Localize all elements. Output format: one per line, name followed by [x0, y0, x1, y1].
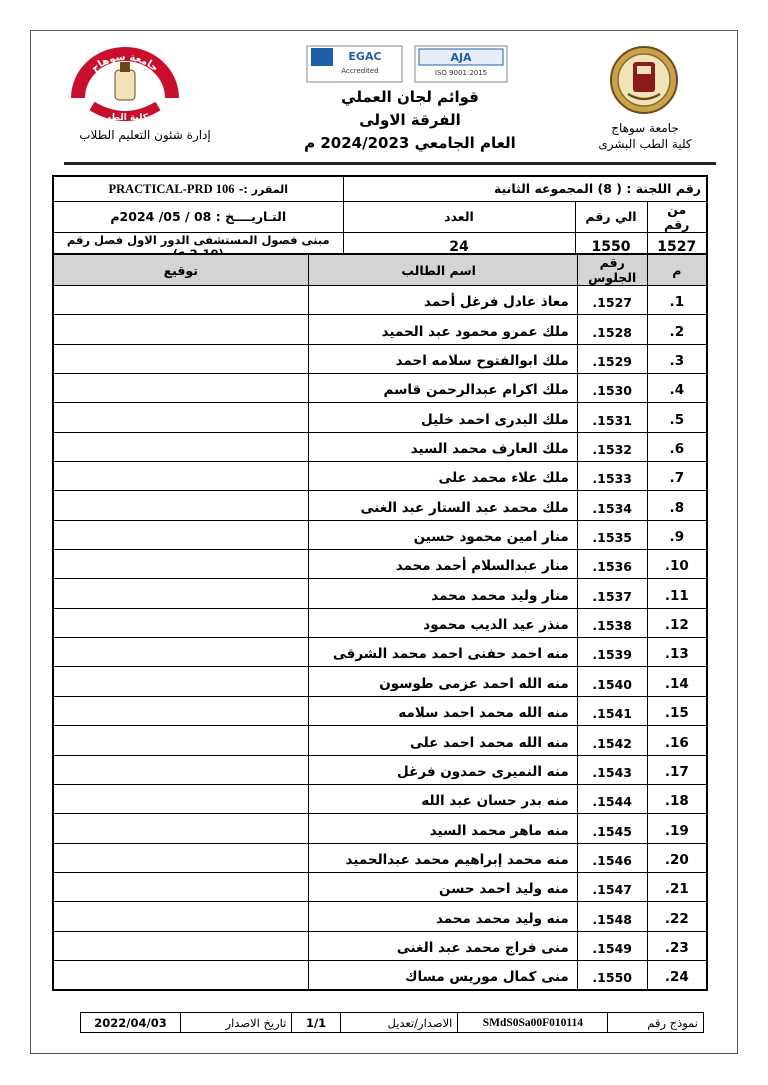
row-student-name: منه الله محمد احمد سلامه — [308, 696, 577, 725]
certification-badges — [305, 44, 510, 84]
row-index: 10. — [647, 550, 707, 579]
row-index: 18. — [647, 784, 707, 813]
row-seat-number: 1536. — [577, 550, 647, 579]
row-seat-number: 1530. — [577, 374, 647, 403]
table-row — [53, 608, 707, 637]
faculty-logo-icon — [70, 44, 180, 124]
row-student-name: منه احمد حفنى احمد محمد الشرقى — [308, 638, 577, 667]
row-student-name: منه ماهر محمد السيد — [308, 814, 577, 843]
to-value: 1550 — [575, 232, 647, 262]
row-seat-number: 1542. — [577, 726, 647, 755]
course-code: PRACTICAL-PRD 106 — [108, 181, 235, 196]
footer-row — [81, 1013, 704, 1033]
row-signature-field[interactable] — [53, 755, 308, 784]
title-line-3: العام الجامعي 2024/2023 م — [304, 134, 516, 152]
row-index: 14. — [647, 667, 707, 696]
row-student-name: منه وليد محمد محمد — [308, 902, 577, 931]
row-student-name: منه بدر حسان عبد الله — [308, 784, 577, 813]
count-label: العدد — [343, 201, 575, 232]
row-signature-field[interactable] — [53, 960, 308, 989]
version-value: 1/1 — [292, 1013, 340, 1033]
table-row — [53, 374, 707, 403]
row-index: 6. — [647, 432, 707, 461]
faculty-name: كلية الطب البشرى — [598, 137, 692, 151]
badge-egac-sub: Accredited — [341, 67, 379, 75]
table-row — [53, 667, 707, 696]
row-seat-number: 1534. — [577, 491, 647, 520]
table-row — [53, 755, 707, 784]
title-line-2: الفرقة الاولى — [359, 111, 461, 129]
table-row — [53, 872, 707, 901]
row-signature-field[interactable] — [53, 432, 308, 461]
row-signature-field[interactable] — [53, 403, 308, 432]
table-row — [53, 843, 707, 872]
location: مبنى فصول المستشفى الدور الاول فصل رقم — [53, 232, 343, 262]
col-name-header: اسم الطالب — [308, 254, 577, 286]
row-signature-field[interactable] — [53, 315, 308, 344]
row-signature-field[interactable] — [53, 784, 308, 813]
row-signature-field[interactable] — [53, 931, 308, 960]
row-signature-field[interactable] — [53, 872, 308, 901]
table-row — [53, 902, 707, 931]
row-signature-field[interactable] — [53, 902, 308, 931]
row-seat-number: 1532. — [577, 432, 647, 461]
version-label: الاصدار/تعديل — [340, 1013, 458, 1033]
row-seat-number: 1540. — [577, 667, 647, 696]
row-index: 8. — [647, 491, 707, 520]
from-label: من رقم — [647, 201, 707, 232]
badge-aja-sub: ISO 9001:2015 — [434, 69, 488, 77]
form-number-label: نموذج رقم — [608, 1013, 704, 1033]
row-student-name: منه الله احمد عزمى طوسون — [308, 667, 577, 696]
row-index: 2. — [647, 315, 707, 344]
info-row-2 — [53, 201, 707, 232]
row-seat-number: 1535. — [577, 520, 647, 549]
row-index: 11. — [647, 579, 707, 608]
row-signature-field[interactable] — [53, 843, 308, 872]
row-index: 17. — [647, 755, 707, 784]
row-student-name: معاذ عادل فرغل أحمد — [308, 286, 577, 315]
table-header-row — [53, 254, 707, 286]
col-seat-header: رقم الجلوس — [577, 254, 647, 286]
row-index: 21. — [647, 872, 707, 901]
row-seat-number: 1533. — [577, 462, 647, 491]
row-signature-field[interactable] — [53, 667, 308, 696]
page-header — [30, 30, 738, 165]
row-index: 12. — [647, 608, 707, 637]
row-signature-field[interactable] — [53, 579, 308, 608]
row-seat-number: 1546. — [577, 843, 647, 872]
header-divider — [64, 162, 716, 165]
table-row — [53, 432, 707, 461]
row-seat-number: 1547. — [577, 872, 647, 901]
row-seat-number: 1529. — [577, 344, 647, 373]
table-row — [53, 579, 707, 608]
row-signature-field[interactable] — [53, 344, 308, 373]
form-footer — [80, 1012, 704, 1033]
logo-text-bottom: كلية الطب — [102, 113, 148, 123]
row-index: 13. — [647, 638, 707, 667]
university-emblem-icon — [608, 44, 680, 116]
students-table — [52, 253, 708, 991]
logo-text-top: جامعة سوهاج — [89, 51, 161, 75]
university-name: جامعة سوهاج — [611, 121, 679, 135]
row-seat-number: 1544. — [577, 784, 647, 813]
row-index: 23. — [647, 931, 707, 960]
row-index: 4. — [647, 374, 707, 403]
row-seat-number: 1538. — [577, 608, 647, 637]
table-row — [53, 491, 707, 520]
table-row — [53, 462, 707, 491]
badge-aja: AJA — [450, 51, 472, 64]
table-row — [53, 403, 707, 432]
row-index: 19. — [647, 814, 707, 843]
row-seat-number: 1541. — [577, 696, 647, 725]
row-seat-number: 1543. — [577, 755, 647, 784]
row-seat-number: 1531. — [577, 403, 647, 432]
row-seat-number: 1539. — [577, 638, 647, 667]
row-signature-field[interactable] — [53, 374, 308, 403]
row-student-name: ملك ابوالفتوح سلامه احمد — [308, 344, 577, 373]
row-student-name: منذر عيد الديب محمود — [308, 608, 577, 637]
row-signature-field[interactable] — [53, 726, 308, 755]
table-row — [53, 550, 707, 579]
from-value: 1527 — [647, 232, 707, 262]
count-value: 24 — [343, 232, 575, 262]
university-caption — [590, 120, 700, 152]
col-signature-header: توقيع — [53, 254, 308, 286]
row-student-name: منه وليد احمد حسن — [308, 872, 577, 901]
row-seat-number: 1537. — [577, 579, 647, 608]
row-signature-field[interactable] — [53, 638, 308, 667]
table-row — [53, 286, 707, 315]
row-index: 3. — [647, 344, 707, 373]
badge-egac: EGAC — [348, 50, 382, 63]
table-row — [53, 784, 707, 813]
to-label: الي رقم — [575, 201, 647, 232]
row-index: 20. — [647, 843, 707, 872]
row-student-name: منه محمد إبراهيم محمد عبدالحميد — [308, 843, 577, 872]
row-signature-field[interactable] — [53, 462, 308, 491]
row-seat-number: 1550. — [577, 960, 647, 989]
row-index: 5. — [647, 403, 707, 432]
title-line-1: قوائم لجان العملي — [341, 88, 479, 106]
date-label: التـاريــــخ : — [215, 209, 287, 224]
row-seat-number: 1548. — [577, 902, 647, 931]
table-row — [53, 960, 707, 989]
row-index: 24. — [647, 960, 707, 989]
row-index: 22. — [647, 902, 707, 931]
row-student-name: ملك العارف محمد السيد — [308, 432, 577, 461]
table-row — [53, 638, 707, 667]
date-value: 08 / 05/ 2024م — [110, 209, 212, 224]
form-number-value: SMdS0Sa00F010114 — [458, 1013, 608, 1033]
row-student-name: ملك البدرى احمد خليل — [308, 403, 577, 432]
row-signature-field[interactable] — [53, 814, 308, 843]
committee-number: رقم اللجنة : ( 8) المجموعه الثانية — [343, 176, 707, 201]
document-title — [270, 86, 550, 155]
row-signature-field[interactable] — [53, 520, 308, 549]
table-row — [53, 696, 707, 725]
date-cell — [53, 201, 343, 232]
row-signature-field[interactable] — [53, 696, 308, 725]
row-student-name: منى كمال موريس مساك — [308, 960, 577, 989]
row-signature-field[interactable] — [53, 491, 308, 520]
col-index-header: م — [647, 254, 707, 286]
info-row-1 — [53, 176, 707, 201]
table-row — [53, 520, 707, 549]
row-index: 9. — [647, 520, 707, 549]
row-student-name: منه الله محمد احمد على — [308, 726, 577, 755]
course-cell — [53, 176, 343, 201]
committee-info-table — [52, 175, 708, 263]
row-student-name: ملك محمد عبد الستار عبد الغنى — [308, 491, 577, 520]
row-index: 7. — [647, 462, 707, 491]
row-signature-field[interactable] — [53, 550, 308, 579]
row-student-name: ملك علاء محمد على — [308, 462, 577, 491]
row-student-name: ملك عمرو محمود عبد الحميد — [308, 315, 577, 344]
row-signature-field[interactable] — [53, 608, 308, 637]
row-student-name: منار وليد محمد محمد — [308, 579, 577, 608]
row-index: 16. — [647, 726, 707, 755]
issue-date-label: تاريخ الاصدار — [181, 1013, 292, 1033]
row-student-name: منه النميرى حمدون فرغل — [308, 755, 577, 784]
row-seat-number: 1527. — [577, 286, 647, 315]
department-name: إدارة شئون التعليم الطلاب — [79, 128, 211, 142]
row-seat-number: 1528. — [577, 315, 647, 344]
row-student-name: منار امين محمود حسين — [308, 520, 577, 549]
row-student-name: ملك اكرام عبدالرحمن قاسم — [308, 374, 577, 403]
table-row — [53, 726, 707, 755]
issue-date-value: 2022/04/03 — [81, 1013, 181, 1033]
row-seat-number: 1549. — [577, 931, 647, 960]
table-row — [53, 814, 707, 843]
row-index: 1. — [647, 286, 707, 315]
row-seat-number: 1545. — [577, 814, 647, 843]
course-label: المقرر :- — [238, 182, 289, 196]
row-signature-field[interactable] — [53, 286, 308, 315]
row-student-name: منار عبدالسلام أحمد محمد — [308, 550, 577, 579]
table-row — [53, 344, 707, 373]
table-row — [53, 931, 707, 960]
row-student-name: منى فراج محمد عبد الغنى — [308, 931, 577, 960]
table-row — [53, 315, 707, 344]
row-index: 15. — [647, 696, 707, 725]
